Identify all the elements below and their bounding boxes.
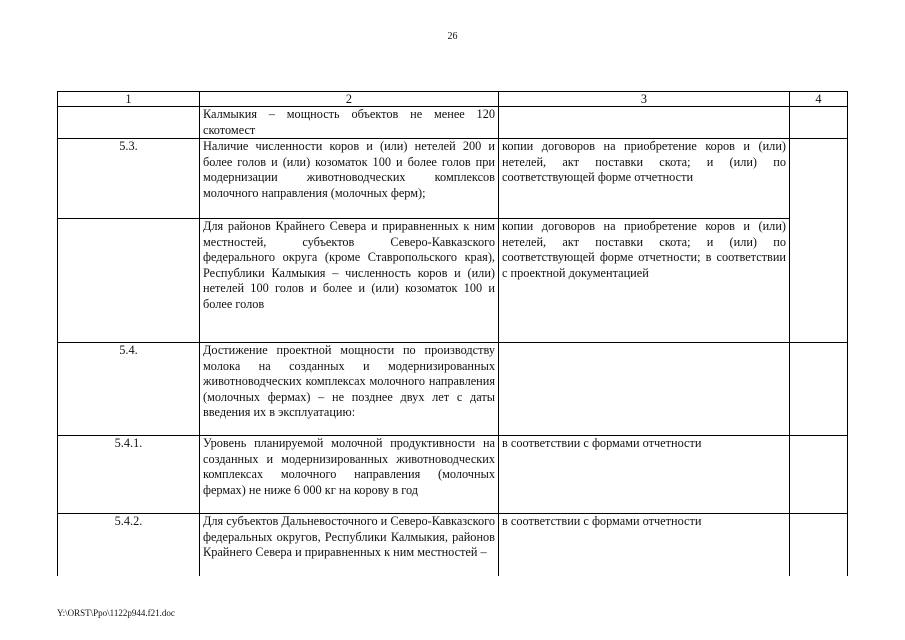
- table-row: [58, 514, 848, 576]
- column-header-3: 3: [499, 92, 790, 107]
- documents-cell: в соответствии с формами отчетности: [499, 514, 790, 576]
- notes-cell: [790, 436, 848, 514]
- column-header-2: 2: [200, 92, 499, 107]
- table-row: [58, 343, 848, 436]
- documents-cell: копии договоров на приобретение коров и (или) нетелей, акт поставки скота; и (или) по соответствующей форме отчетности; в соответствии с проектной документацией: [499, 219, 790, 343]
- documents-cell: [499, 343, 790, 436]
- row-number-cell: 5.4.: [58, 343, 200, 436]
- row-number-cell: 5.4.1.: [58, 436, 200, 514]
- documents-cell: копии договоров на приобретение коров и (или) нетелей, акт поставки скота; и (или) по соответствующей форме отчетности: [499, 139, 790, 219]
- table-row: [58, 436, 848, 514]
- requirements-table: [57, 91, 848, 576]
- criterion-cell: Для субъектов Дальневосточного и Северо-Кавказского федеральных округов, Республики Калмыкия, районов Крайнего Севера и приравненных к ним местностей –: [200, 514, 499, 576]
- documents-cell: [499, 107, 790, 139]
- row-number-cell: 5.3.: [58, 139, 200, 219]
- column-header-1: 1: [58, 92, 200, 107]
- row-number-cell: 5.4.2.: [58, 514, 200, 576]
- table-row: [58, 219, 848, 343]
- column-header-4: 4: [790, 92, 848, 107]
- row-number-cell: [58, 107, 200, 139]
- table-row: [58, 139, 848, 219]
- table-row: [58, 107, 848, 139]
- row-number-cell: [58, 219, 200, 343]
- page-number: 26: [447, 31, 458, 42]
- criterion-cell: Наличие численности коров и (или) нетелей 200 и более голов и (или) козоматок 100 и более голов при модернизации животноводческих комплексов молочного направления (молочных ферм);: [200, 139, 499, 219]
- notes-cell: [790, 139, 848, 343]
- criterion-cell: Уровень планируемой молочной продуктивности на созданных и модернизированных животноводческих комплексах молочного направления (молочных фермах) не ниже 6 000 кг на корову в год: [200, 436, 499, 514]
- notes-cell: [790, 514, 848, 576]
- notes-cell: [790, 107, 848, 139]
- notes-cell: [790, 343, 848, 436]
- documents-cell: в соответствии с формами отчетности: [499, 436, 790, 514]
- criterion-cell: Калмыкия – мощность объектов не менее 120 скотомест: [200, 107, 499, 139]
- table-header-row: [58, 92, 848, 107]
- criterion-cell: Достижение проектной мощности по производству молока на созданных и модернизированных животноводческих комплексах молочного направления (молочных фермах) – не позднее двух лет с даты введения их в эксплуатацию:: [200, 343, 499, 436]
- criterion-cell: Для районов Крайнего Севера и приравненных к ним местностей, субъектов Северо-Кавказского федерального округа (кроме Ставропольского края), Республики Калмыкия – численность коров и (или) нетелей 100 голов и более и (или) козоматок 100 и более голов: [200, 219, 499, 343]
- file-path-footer: Y:\ORST\Ppo\1122p944.f21.doc: [57, 608, 175, 618]
